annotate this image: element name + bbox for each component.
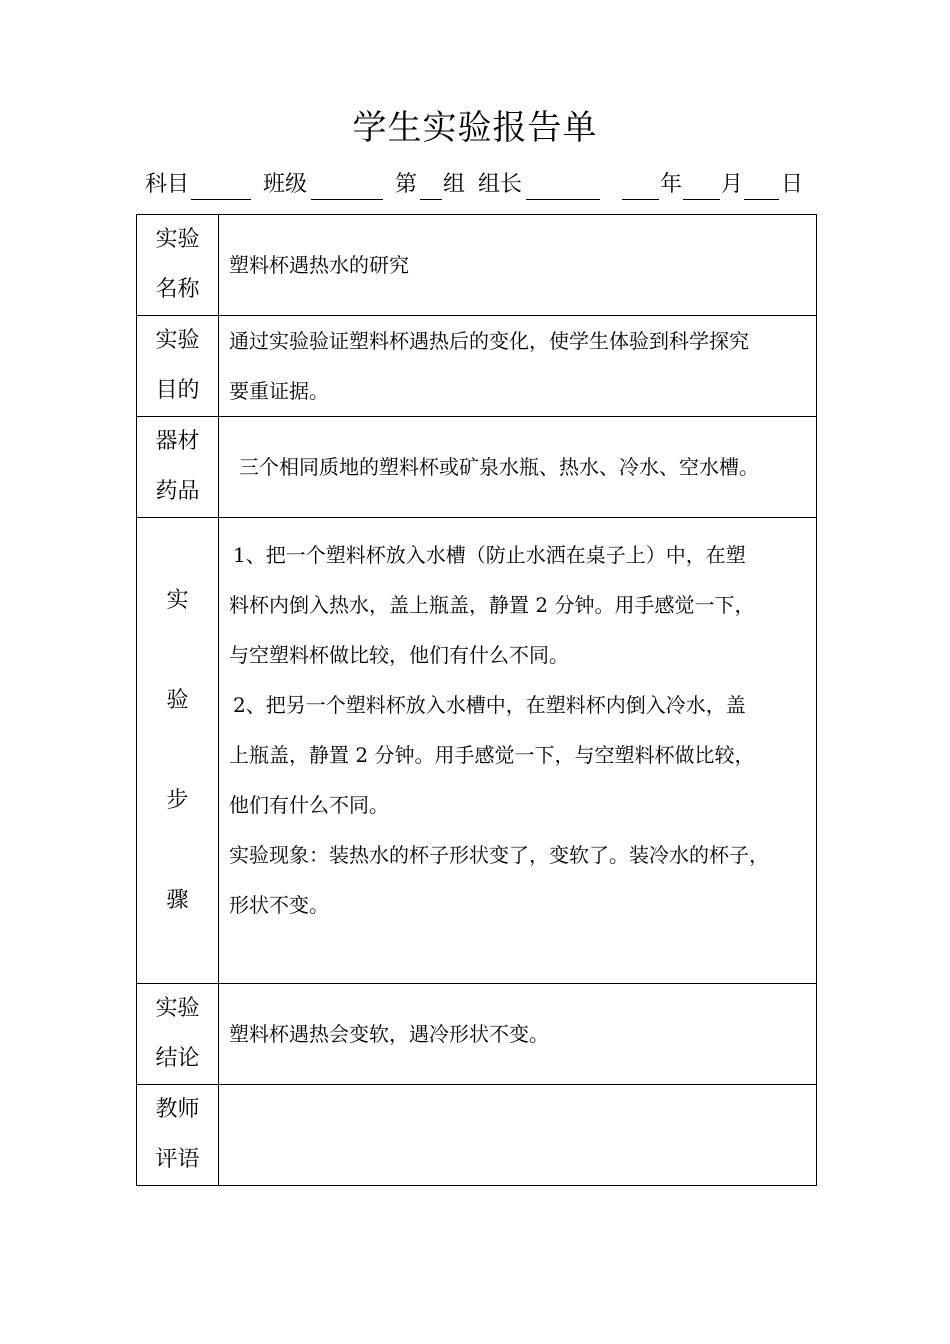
row-label — [137, 215, 219, 316]
subject-blank[interactable] — [191, 199, 251, 200]
row-label — [137, 518, 219, 984]
leader-blank[interactable] — [526, 199, 600, 200]
group-suffix: 组 — [443, 172, 466, 197]
experiment-name-cell[interactable] — [219, 215, 817, 316]
subject-label: 科目 — [145, 172, 190, 197]
label-line: 实验 — [155, 328, 200, 353]
group-prefix: 第 — [395, 172, 418, 197]
label-line: 药品 — [155, 479, 200, 504]
step-line: 形状不变。 — [229, 893, 329, 917]
month-blank[interactable] — [683, 199, 720, 200]
table-row — [137, 1085, 817, 1186]
label-line: 结论 — [155, 1046, 200, 1071]
label-char: 步 — [166, 787, 189, 813]
month-label: 月 — [721, 172, 744, 197]
class-label: 班级 — [263, 172, 308, 197]
year-label: 年 — [660, 172, 683, 197]
leader-label: 组长 — [478, 172, 523, 197]
day-blank[interactable] — [744, 199, 779, 200]
day-label: 日 — [781, 172, 804, 197]
row-label — [137, 417, 219, 518]
label-char: 验 — [166, 687, 189, 713]
steps-cell[interactable] — [219, 518, 817, 984]
label-line: 器材 — [155, 429, 200, 454]
step-line: 1、把一个塑料杯放入水槽（防止水洒在桌子上）中，在塑 — [233, 543, 746, 567]
page-title: 学生实验报告单 — [352, 108, 598, 148]
step-line: 2、把另一个塑料杯放入水槽中，在塑料杯内倒入冷水，盖 — [233, 693, 746, 717]
class-blank[interactable] — [311, 199, 383, 200]
label-char: 实 — [166, 587, 189, 613]
table-row — [137, 215, 817, 316]
label-line: 目的 — [155, 378, 200, 403]
label-line: 名称 — [155, 277, 200, 302]
label-line: 教师 — [155, 1097, 200, 1122]
purpose-line: 通过实验验证塑料杯遇热后的变化，使学生体验到科学探究 — [229, 329, 749, 353]
row-label — [137, 1085, 219, 1186]
conclusion-cell[interactable] — [219, 984, 817, 1085]
experiment-purpose-cell[interactable] — [219, 316, 817, 417]
label-line: 实验 — [155, 996, 200, 1021]
table-row — [137, 518, 817, 984]
row-label — [137, 316, 219, 417]
step-line: 上瓶盖，静置 2 分钟。用手感觉一下，与空塑料杯做比较， — [229, 743, 755, 767]
step-line: 实验现象：装热水的杯子形状变了，变软了。装冷水的杯子， — [229, 843, 769, 867]
teacher-comment-cell[interactable] — [219, 1085, 817, 1186]
step-line: 料杯内倒入热水，盖上瓶盖，静置 2 分钟。用手感觉一下， — [229, 593, 755, 617]
label-line: 评语 — [155, 1147, 200, 1172]
label-char: 骤 — [166, 887, 189, 913]
conclusion-text: 塑料杯遇热会变软，遇冷形状不变。 — [229, 1022, 549, 1046]
experiment-name: 塑料杯遇热水的研究 — [229, 253, 409, 277]
year-blank[interactable] — [622, 199, 659, 200]
table-row — [137, 316, 817, 417]
table-row — [137, 984, 817, 1085]
step-line: 他们有什么不同。 — [229, 793, 389, 817]
report-table — [136, 214, 817, 1186]
materials-text: 三个相同质地的塑料杯或矿泉水瓶、热水、冷水、空水槽。 — [239, 455, 759, 479]
purpose-line: 要重证据。 — [229, 379, 329, 403]
label-line: 实验 — [155, 227, 200, 252]
group-blank[interactable] — [420, 199, 442, 200]
report-header — [145, 170, 825, 204]
step-line: 与空塑料杯做比较，他们有什么不同。 — [229, 643, 569, 667]
row-label — [137, 984, 219, 1085]
table-row — [137, 417, 817, 518]
materials-cell[interactable] — [219, 417, 817, 518]
